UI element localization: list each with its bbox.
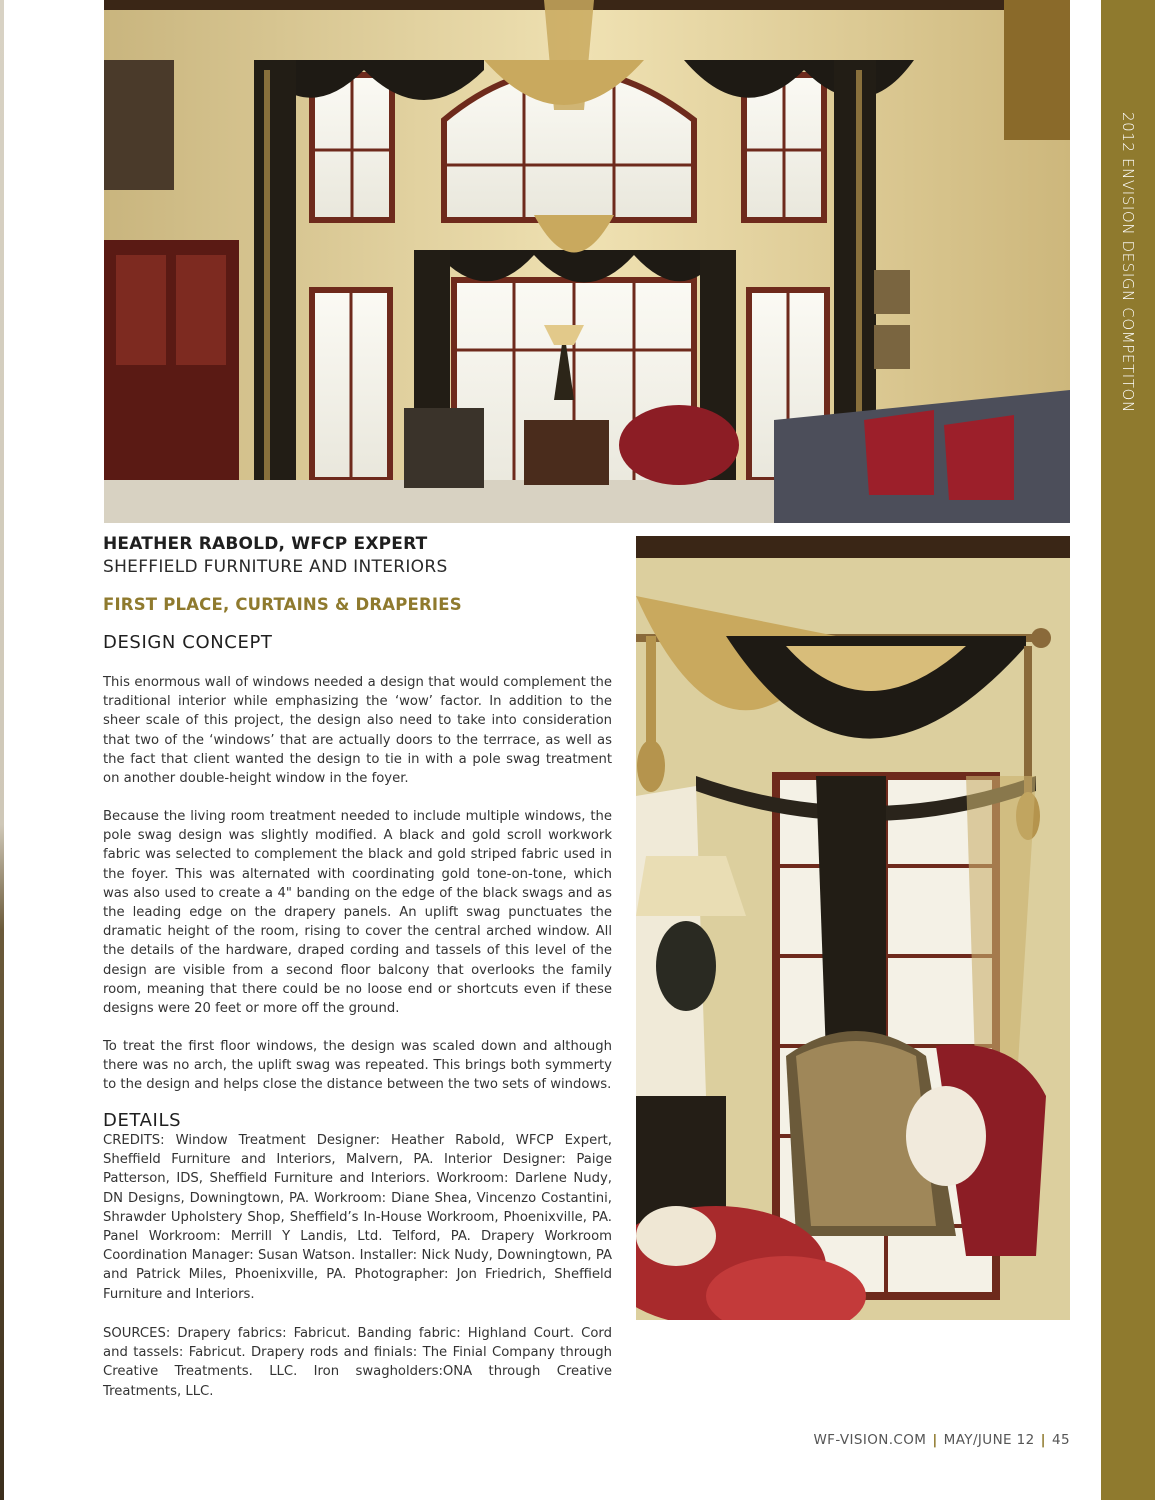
footer-separator: |: [932, 1432, 938, 1448]
page-number: 45: [1052, 1432, 1070, 1448]
page-footer: [700, 1432, 1070, 1448]
sources-paragraph: SOURCES: Drapery fabrics: Fabricut. Banding fabric: Highland Court. Cord and tassels: Fabricut. Drapery rods and finials: The Finial Company through Creative Treatments. LLC. Iron swagholders:ONA through Creative Treatments, LLC.: [103, 1326, 612, 1399]
footer-site-link[interactable]: WF-VISION.COM: [813, 1432, 927, 1448]
footer-issue: MAY/JUNE 12: [943, 1432, 1035, 1448]
living-room-illustration: [104, 0, 1070, 523]
concept-paragraph: This enormous wall of windows needed a design that would complement the traditional interior while emphasizing the ‘wow’ factor. In addition to the sheer scale of this project, the design also need to take into consideration that two of the ‘windows’ that are actually doors to the terrrace, as well as the fact that client wanted the design to tie in with a pole swag treatment on another double-height window in the foyer.: [103, 675, 612, 787]
details-heading: DETAILS: [103, 1110, 182, 1131]
swag-detail-illustration: [636, 536, 1070, 1320]
section-label: 2012 ENVISION DESIGN COMPETITON: [1119, 112, 1137, 413]
designer-company: SHEFFIELD FURNITURE AND INTERIORS: [103, 557, 448, 577]
living-room-photo: [104, 0, 1070, 523]
concept-paragraph: Because the living room treatment needed to include multiple windows, the pole swag design was slightly modified. A black and gold scroll workwork fabric was selected to complement the black and gold striped fabric used in the foyer. This was alternated with coordinating gold tone-on-tone, which was also used to create a 4" banding on the edge of the black swags and as the leading edge on the drapery panels. An uplift swag punctuates the dramatic height of the room, rising to cover the central arched window. All the details of the hardware, draped cording and tassels of this level of the design are visible from a second floor balcony that overlooks the family room, meaning that there could be no loose end or shortcuts even if these designs were 20 feet or more off the ground.: [103, 809, 612, 1017]
designer-name: HEATHER RABOLD, WFCP EXPERT: [103, 534, 428, 554]
design-concept-heading: DESIGN CONCEPT: [103, 632, 273, 653]
footer-separator: |: [1040, 1432, 1047, 1448]
award-title: FIRST PLACE, CURTAINS & DRAPERIES: [103, 595, 462, 614]
concept-paragraph: To treat the first floor windows, the design was scaled down and although there was no arch, the uplift swag was repeated. This brings both symmerty to the design and helps close the distance between the two sets of windows.: [103, 1039, 612, 1093]
swag-detail-photo: [636, 536, 1070, 1320]
page-edge-strip: [0, 0, 4, 1500]
credits-paragraph: CREDITS: Window Treatment Designer: Heather Rabold, WFCP Expert, Sheffield Furniture and Interiors, Malvern, PA. Interior Designer: Paige Patterson, IDS, Sheffield Furniture and Interiors. Workroom: Darlene Nudy, DN Designs, Downingtown, PA. Workroom: Diane Shea, Vincenzo Costantini, Shrawder Upholstery Shop, Sheffield’s In-House Workroom, Phoenixville, PA. Panel Workroom: Merrill Y Landis, Ltd. Telford, PA. Drapery Workroom Coordination Manager: Susan Watson. Installer: Nick Nudy, Downingtown, PA and Patrick Miles, Phoenixville, PA. Photographer: Jon Friedrich, Sheffield Furniture and Interiors.: [103, 1133, 612, 1302]
